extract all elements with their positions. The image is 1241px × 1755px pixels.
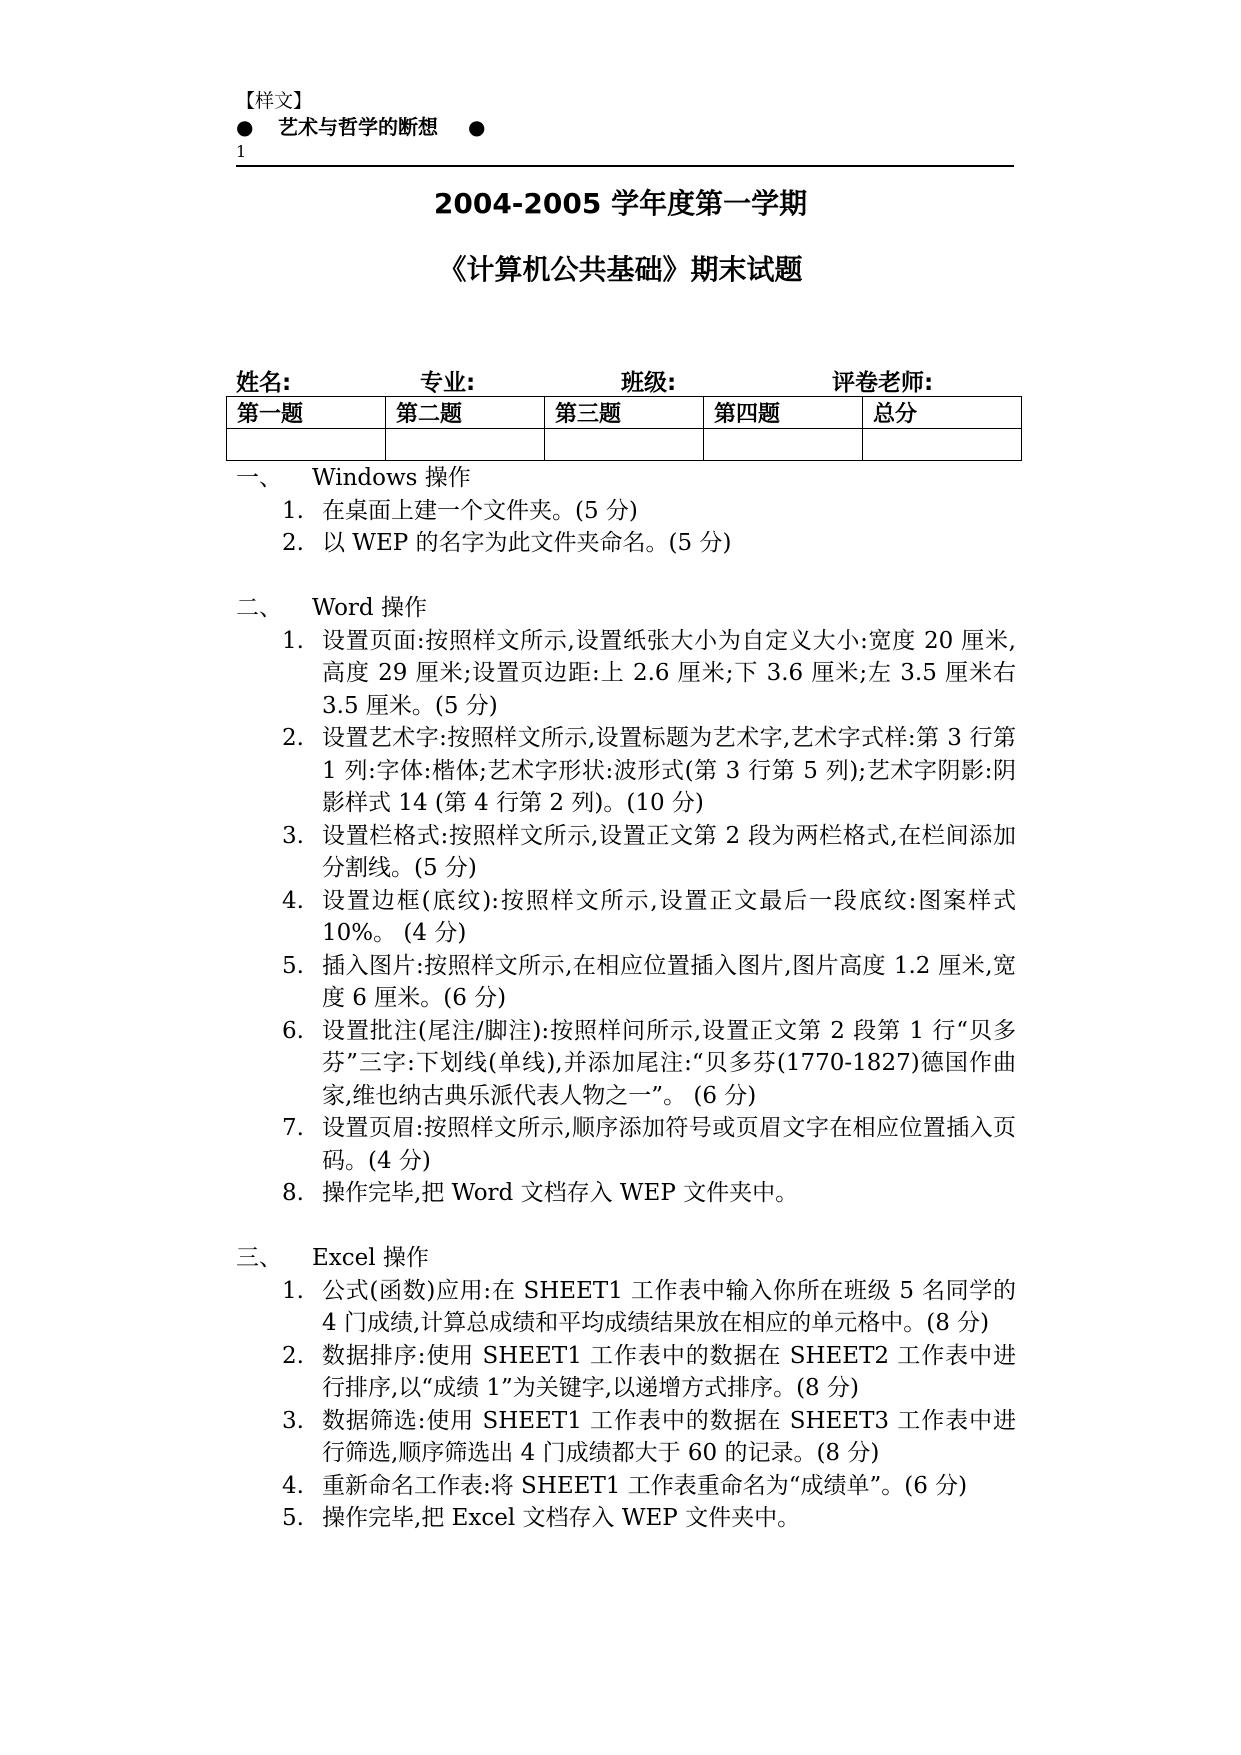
score-cell-total (863, 429, 1022, 461)
item-text: 设置边框(底纹):按照样文所示,设置正文最后一段底纹:图案样式 10%。 (4 分) (322, 887, 1016, 946)
score-header-q4: 第四题 (704, 397, 863, 429)
score-header-q2: 第二题 (386, 397, 545, 429)
sample-label: 【样文】 (236, 90, 313, 112)
item-number: 4. (282, 1472, 304, 1499)
list-item (236, 625, 1016, 723)
score-table-blank-row (227, 429, 1022, 461)
item-number: 6. (282, 1017, 304, 1044)
item-text: 插入图片:按照样文所示,在相应位置插入图片,图片高度 1.2 厘米,宽度 6 厘米。(6 分) (322, 952, 1016, 1011)
grader-label: 评卷老师: (832, 370, 934, 396)
score-table-header-row (227, 397, 1022, 429)
list-item (236, 722, 1016, 820)
class-label: 班级: (621, 370, 677, 396)
item-number: 1. (282, 1277, 304, 1304)
item-number: 5. (282, 1505, 304, 1531)
item-text: 以 WEP 的名字为此文件夹命名。(5 分) (322, 530, 732, 556)
score-header-q3: 第三题 (545, 397, 704, 429)
item-number: 3. (282, 1407, 304, 1434)
score-table (226, 396, 1022, 461)
score-cell-q3 (545, 429, 704, 461)
score-cell-q1 (227, 429, 386, 461)
header-motto-line (236, 114, 1014, 140)
item-number: 1. (282, 627, 304, 654)
item-number: 2. (282, 725, 304, 751)
page-header (236, 88, 1014, 162)
name-label: 姓名: (236, 370, 292, 396)
section-heading (236, 1242, 1016, 1275)
item-text: 设置艺术字:按照样文所示,设置标题为艺术字,艺术字式样:第 3 行第 1 列:字体:楷体;艺术字形状:波形式(第 3 行第 5 列);艺术字阴影:阴影样式 14 (第 4 行第 2 列)。(10 分) (322, 725, 1016, 816)
item-number: 7. (282, 1115, 304, 1141)
section-title: Windows 操作 (312, 465, 471, 491)
item-number: 5. (282, 952, 304, 979)
list-item (236, 495, 1016, 528)
exam-term-title: 2004-2005 学年度第一学期 (433, 187, 808, 220)
list-item (236, 1177, 1016, 1210)
list-item (236, 1405, 1016, 1470)
student-info-row (236, 364, 1026, 394)
header-motto: 艺术与哲学的断想 (278, 115, 438, 139)
item-text: 设置批注(尾注/脚注):按照样问所示,设置正文第 2 段第 1 行“贝多芬”三字:下划线(单线),并添加尾注:“贝多芬(1770-1827)德国作曲家,维也纳古典乐派代表人物之一”。 (6 分) (322, 1017, 1016, 1109)
item-number: 3. (282, 822, 304, 849)
list-item (236, 820, 1016, 885)
item-text: 数据排序:使用 SHEET1 工作表中的数据在 SHEET2 工作表中进行排序,以“成绩 1”为关键字,以递增方式排序。(8 分) (322, 1342, 1016, 1401)
list-item (236, 1502, 1016, 1535)
list-item (236, 1340, 1016, 1405)
bullet-icon: ● (236, 115, 254, 139)
item-text: 操作完毕,把 Word 文档存入 WEP 文件夹中。 (322, 1180, 799, 1206)
header-rule (236, 165, 1014, 167)
list-item (236, 885, 1016, 950)
item-text: 公式(函数)应用:在 SHEET1 工作表中输入你所在班级 5 名同学的 4 门成绩,计算总成绩和平均成绩结果放在相应的单元格中。(8 分) (322, 1277, 1016, 1336)
item-number: 2. (282, 530, 304, 556)
list-item (236, 1015, 1016, 1113)
section-title: Excel 操作 (312, 1245, 429, 1271)
item-text: 设置栏格式:按照样文所示,设置正文第 2 段为两栏格式,在栏间添加分割线。(5 分) (322, 822, 1016, 881)
bullet-icon: ● (468, 115, 486, 139)
section-title: Word 操作 (312, 595, 427, 621)
score-cell-q2 (386, 429, 545, 461)
list-item (236, 950, 1016, 1015)
item-number: 1. (282, 497, 304, 524)
list-item (236, 1470, 1016, 1503)
page-number: 1 (236, 142, 247, 161)
score-cell-q4 (704, 429, 863, 461)
list-item (236, 1112, 1016, 1177)
item-number: 4. (282, 887, 304, 914)
section-number: 三、 (236, 1245, 282, 1271)
item-text: 在桌面上建一个文件夹。(5 分) (322, 497, 638, 524)
section-number: 一、 (236, 465, 282, 491)
section-heading (236, 592, 1016, 625)
score-header-q1: 第一题 (227, 397, 386, 429)
exam-course-title: 《计算机公共基础》期末试题 (438, 253, 803, 286)
item-number: 8. (282, 1180, 304, 1206)
major-label: 专业: (420, 370, 476, 396)
list-item (236, 527, 1016, 560)
item-text: 设置页面:按照样文所示,设置纸张大小为自定义大小:宽度 20 厘米,高度 29 厘米;设置页边距:上 2.6 厘米;下 3.6 厘米;左 3.5 厘米右 3.5 厘米。(5 分) (322, 627, 1016, 719)
score-header-total: 总分 (863, 397, 1022, 429)
item-text: 重新命名工作表:将 SHEET1 工作表重命名为“成绩单”。(6 分) (322, 1472, 968, 1499)
item-text: 设置页眉:按照样文所示,顺序添加符号或页眉文字在相应位置插入页码。(4 分) (322, 1115, 1016, 1174)
list-item (236, 1275, 1016, 1340)
item-text: 数据筛选:使用 SHEET1 工作表中的数据在 SHEET3 工作表中进行筛选,顺序筛选出 4 门成绩都大于 60 的记录。(8 分) (322, 1407, 1016, 1466)
item-number: 2. (282, 1342, 304, 1369)
item-text: 操作完毕,把 Excel 文档存入 WEP 文件夹中。 (322, 1505, 801, 1531)
exam-content (236, 462, 1016, 1535)
section-number: 二、 (236, 595, 282, 621)
section-heading (236, 462, 1016, 495)
